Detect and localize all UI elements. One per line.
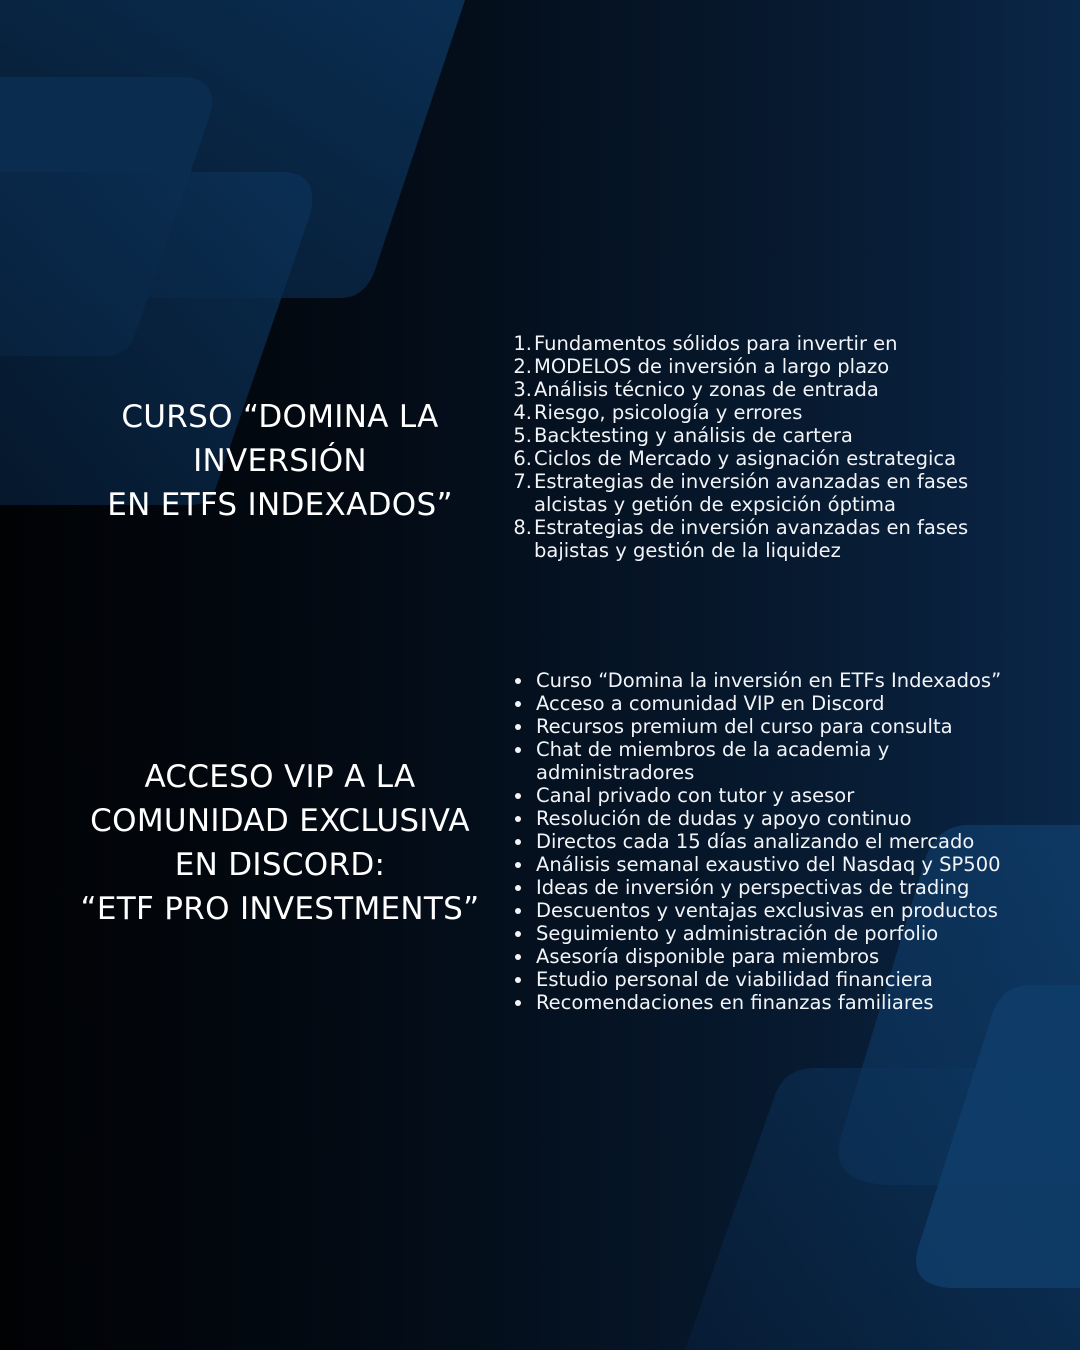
- list-item: [512, 738, 1001, 784]
- item-text: Análisis técnico y zonas de entrada: [534, 378, 879, 401]
- course-title-line: INVERSIÓN: [193, 443, 367, 479]
- list-item: [508, 378, 968, 401]
- list-item: [512, 807, 1001, 830]
- bullet-icon: [515, 678, 521, 684]
- list-item: [512, 899, 1001, 922]
- bullet-icon: [515, 747, 521, 753]
- list-item: [512, 830, 1001, 853]
- bullet-icon: [515, 839, 521, 845]
- vip-title: [45, 755, 515, 931]
- list-item: [512, 968, 1001, 991]
- item-number: 7.: [513, 470, 532, 493]
- item-text: Descuentos y ventajas exclusivas en productos: [536, 899, 998, 922]
- bullet-icon: [515, 885, 521, 891]
- item-text: Recomendaciones en finanzas familiares: [536, 991, 934, 1014]
- item-number: 4.: [513, 401, 532, 424]
- list-item: [508, 401, 968, 424]
- bullet-icon: [515, 816, 521, 822]
- item-text: Seguimiento y administración de porfolio: [536, 922, 939, 945]
- item-number: 2.: [513, 355, 532, 378]
- bullet-icon: [515, 862, 521, 868]
- item-text: Acceso a comunidad VIP en Discord: [536, 692, 885, 715]
- list-item: [512, 853, 1001, 876]
- list-item: [508, 516, 968, 562]
- bullet-icon: [515, 793, 521, 799]
- item-number: 3.: [513, 378, 532, 401]
- bullet-icon: [515, 701, 521, 707]
- item-text: Estudio personal de viabilidad financiera: [536, 968, 933, 991]
- course-title-line: EN ETFS INDEXADOS”: [107, 487, 453, 523]
- course-title: [60, 395, 500, 527]
- vip-title-line: ACCESO VIP A LA: [144, 759, 416, 795]
- bullet-icon: [515, 908, 521, 914]
- item-text: Asesoría disponible para miembros: [536, 945, 880, 968]
- item-text: Chat de miembros de la academia y: [536, 738, 890, 761]
- course-modules-list: [508, 332, 968, 562]
- item-text: Directos cada 15 días analizando el mercado: [536, 830, 975, 853]
- list-item: [508, 447, 968, 470]
- list-item: [508, 332, 968, 355]
- item-number: 5.: [513, 424, 532, 447]
- item-text: Backtesting y análisis de cartera: [534, 424, 853, 447]
- item-text-continued: bajistas y gestión de la liquidez: [534, 539, 841, 562]
- vip-title-line: EN DISCORD:: [174, 847, 386, 883]
- list-item: [512, 784, 1001, 807]
- list-item: [508, 355, 968, 378]
- item-text-continued: alcistas y getión de expsición óptima: [534, 493, 896, 516]
- bullet-icon: [515, 977, 521, 983]
- item-text: Ideas de inversión y perspectivas de trading: [536, 876, 970, 899]
- item-text: Análisis semanal exaustivo del Nasdaq y SP500: [536, 853, 1001, 876]
- item-number: 8.: [513, 516, 532, 539]
- vip-title-line: “ETF PRO INVESTMENTS”: [80, 891, 480, 927]
- item-text: Resolución de dudas y apoyo continuo: [536, 807, 912, 830]
- vip-benefits-list: [512, 669, 1001, 1014]
- list-item: [512, 692, 1001, 715]
- course-title-line: CURSO “DOMINA LA: [121, 399, 439, 435]
- list-item: [512, 669, 1001, 692]
- item-text: Estrategias de inversión avanzadas en fases: [534, 516, 969, 539]
- item-text: Recursos premium del curso para consulta: [536, 715, 953, 738]
- list-item: [512, 991, 1001, 1014]
- bullet-icon: [515, 931, 521, 937]
- vip-title-line: COMUNIDAD EXCLUSIVA: [90, 803, 470, 839]
- item-text: Ciclos de Mercado y asignación estrategica: [534, 447, 957, 470]
- list-item: [512, 715, 1001, 738]
- list-item: [512, 876, 1001, 899]
- bullet-icon: [515, 1000, 521, 1006]
- item-number: 1.: [513, 332, 532, 355]
- item-text: Fundamentos sólidos para invertir en: [534, 332, 898, 355]
- bullet-icon: [515, 954, 521, 960]
- item-text: MODELOS de inversión a largo plazo: [534, 355, 890, 378]
- item-text: Curso “Domina la inversión en ETFs Indexados”: [536, 669, 1002, 692]
- item-text: Canal privado con tutor y asesor: [536, 784, 855, 807]
- item-number: 6.: [513, 447, 532, 470]
- item-text-continued: administradores: [536, 761, 695, 784]
- item-text: Estrategias de inversión avanzadas en fases: [534, 470, 969, 493]
- list-item: [508, 470, 968, 516]
- list-item: [512, 922, 1001, 945]
- list-item: [512, 945, 1001, 968]
- bullet-icon: [515, 724, 521, 730]
- item-text: Riesgo, psicología y errores: [534, 401, 803, 424]
- list-item: [508, 424, 968, 447]
